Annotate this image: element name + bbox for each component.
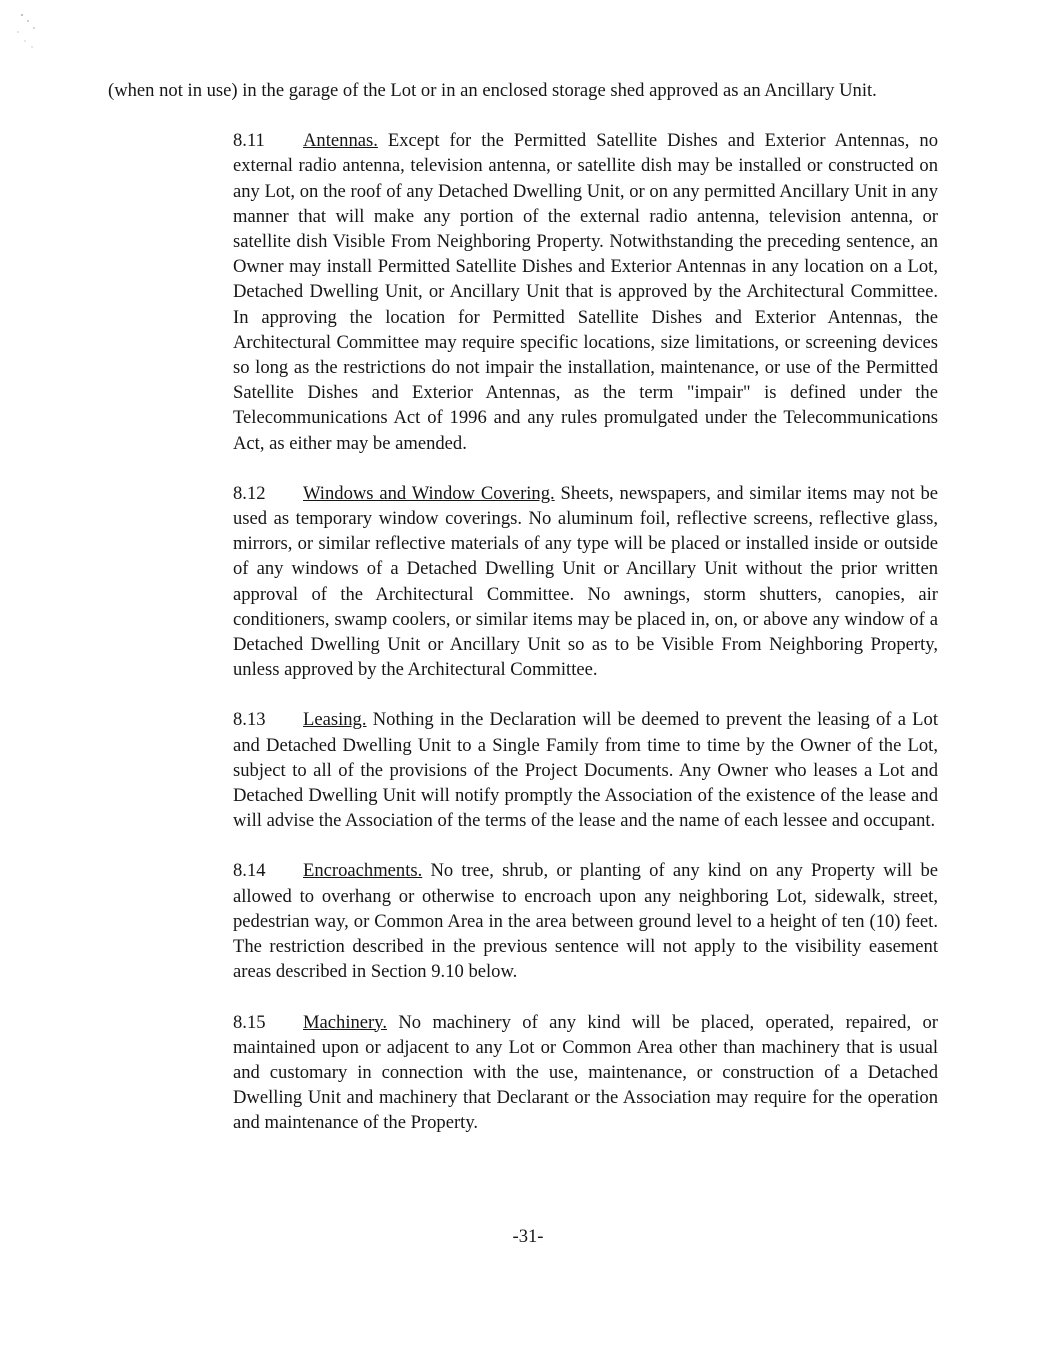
intro-paragraph: (when not in use) in the garage of the Lot or in an enclosed storage shed approved as an Ancillary Unit.: [108, 80, 877, 101]
section-body: No tree, shrub, or planting of any kind on any Property will be allowed to overhang or otherwise to encroach upon any neighboring Lot, sidewalk, street, pedestrian way, or Common Area in the area between ground level to a height of ten (10) feet. The restriction described in the previous sentence will not apply to the visibility easement areas described in Section 9.10 below.: [233, 860, 938, 983]
scan-noise-specks: [14, 12, 44, 52]
section-8-11: [108, 128, 938, 456]
section-number: 8.12: [233, 482, 266, 504]
section-body: Nothing in the Declaration will be deemed to prevent the leasing of a Lot and Detached Dwelling Unit to a Single Family from time to time by the Owner of the Lot, subject to all of the provisions of the Project Documents. Any Owner who leases a Lot and Detached Dwelling Unit will notify promptly the Association of the existence of the lease and will advise the Association of the terms of the lease and the name of each lessee and occupant.: [233, 709, 938, 832]
section-8-14: [108, 858, 938, 984]
section-heading: Leasing.: [303, 709, 367, 731]
document-page: [108, 78, 938, 1161]
section-heading: Windows and Window Covering.: [303, 482, 555, 504]
section-8-12: [108, 481, 938, 683]
section-body: Except for the Permitted Satellite Dishes and Exterior Antennas, no external radio antenna, television antenna, or satellite dish may be installed or constructed on any Lot, on the roof of any Detached Dwelling Unit, or on any permitted Ancillary Unit in any manner that will make any portion of the external radio antenna, television antenna, or satellite dish Visible From Neighboring Property. Notwithstanding the preceding sentence, an Owner may install Permitted Satellite Dishes and Exterior Antennas in any location on a Lot, Detached Dwelling Unit, or Ancillary Unit that is approved by the Architectural Committee. In approving the location for Permitted Satellite Dishes and Exterior Antennas, the Architectural Committee may require specific locations, size limitations, or screening devices so long as the restrictions do not impair the installation, maintenance, or use of the Permitted Satellite Dishes and Exterior Antennas, as the term "impair" is defined under the Telecommunications Act of 1996 and any rules promulgated under the Telecommunications Act, as either may be amended.: [233, 130, 939, 454]
section-number: 8.15: [233, 1011, 266, 1033]
section-heading: Encroachments.: [303, 860, 423, 882]
section-number: 8.11: [233, 130, 265, 152]
section-number: 8.13: [233, 709, 266, 731]
section-body: Sheets, newspapers, and similar items may not be used as temporary window coverings. No aluminum foil, reflective screens, reflective glass, mirrors, or similar reflective materials of any type will be placed or installed inside or outside of any windows of a Detached Dwelling Unit or Ancillary Unit without the prior written approval of the Architectural Committee. No awnings, storm shutters, canopies, air conditioners, swamp coolers, or similar items may be placed in, on, or above any window of a Detached Dwelling Unit or Ancillary Unit so as to be Visible From Neighboring Property, unless approved by the Architectural Committee.: [233, 482, 939, 681]
section-heading: Antennas.: [303, 130, 378, 152]
section-body: No machinery of any kind will be placed, operated, repaired, or maintained upon or adjacent to any Lot or Common Area other than machinery that is usual and customary in connection with the use, maintenance, or construction of a Detached Dwelling Unit and machinery that Declarant or the Association may require for the operation and maintenance of the Property.: [233, 1011, 938, 1134]
section-heading: Machinery.: [303, 1011, 387, 1033]
section-number: 8.14: [233, 860, 266, 882]
section-8-13: [108, 707, 938, 833]
section-8-15: [108, 1010, 938, 1136]
page-number: -31-: [512, 1226, 544, 1247]
